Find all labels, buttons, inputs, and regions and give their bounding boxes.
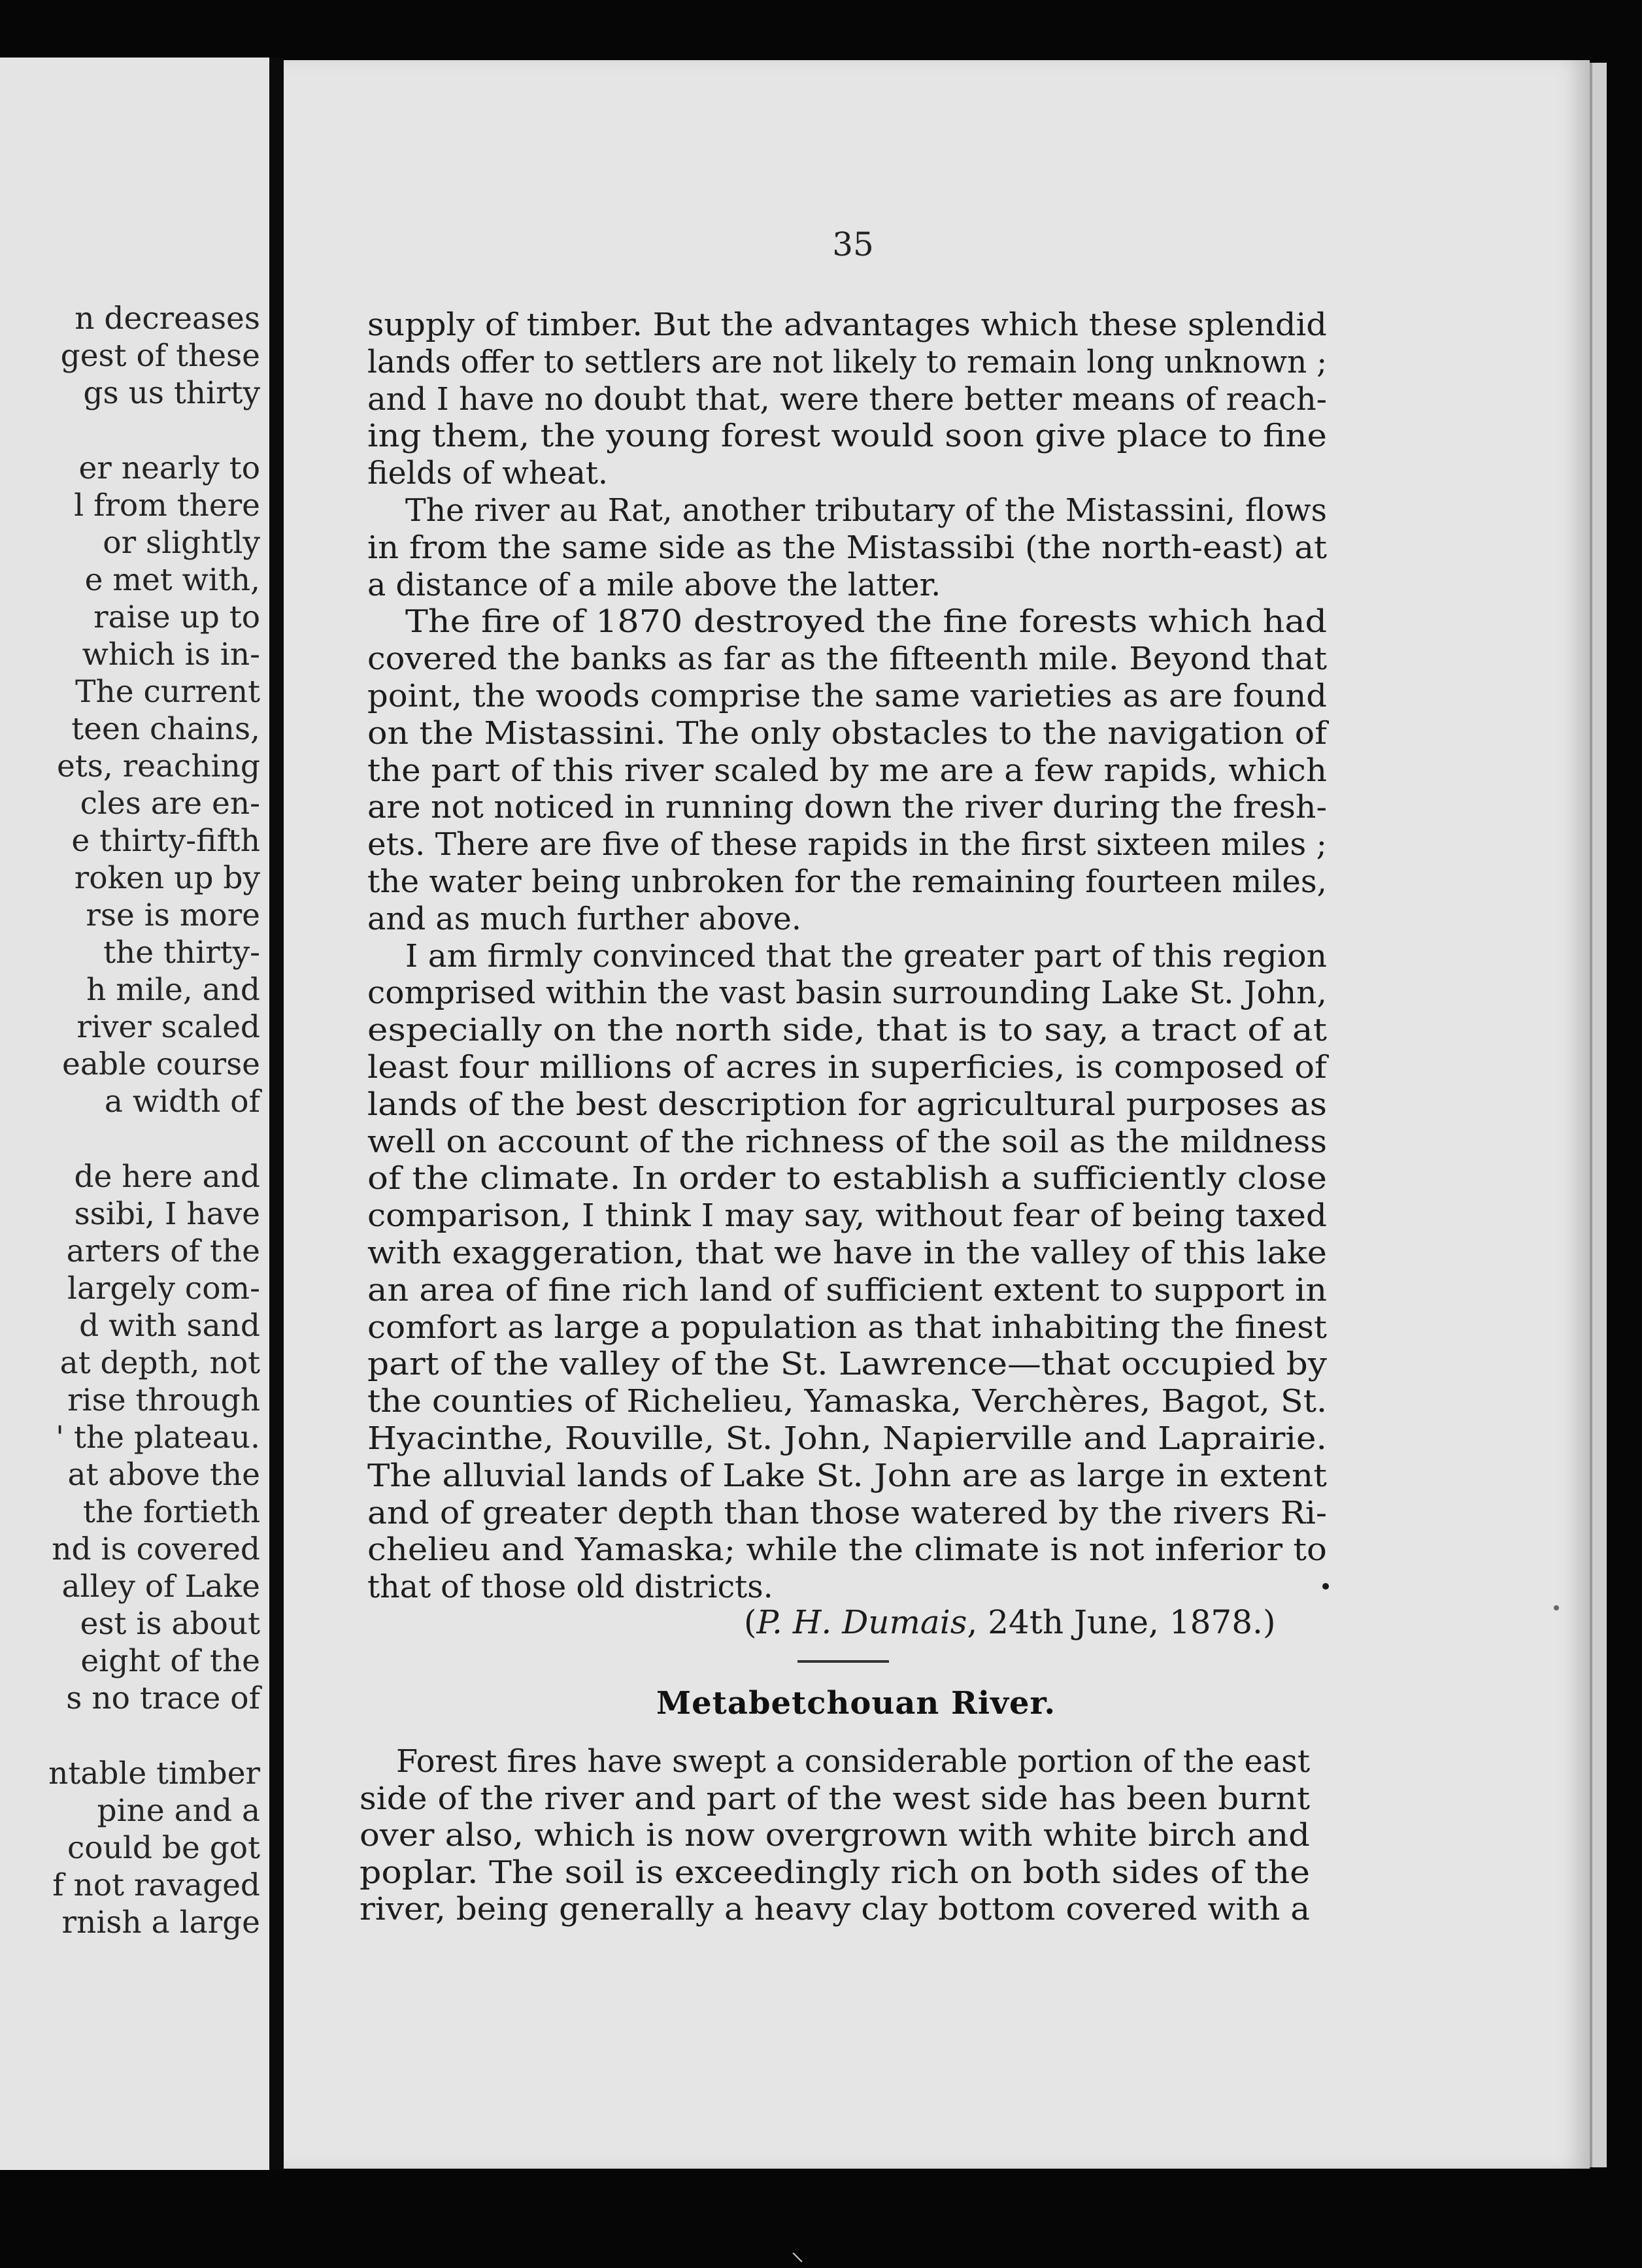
body-line: a distance of a mile above the latter.	[367, 567, 941, 603]
section-heading: Metabetchouan River.	[656, 1685, 1056, 1722]
body-line: I am firmly convinced that the greater part of this region	[405, 938, 1327, 975]
left-page-fragment: ' the plateau.	[56, 1420, 260, 1456]
left-page-fragment: ets, reaching	[57, 748, 260, 784]
scan-mark: ⸜	[791, 2237, 804, 2267]
body-line: comparison, I think I may say, without fear of being taxed	[367, 1198, 1327, 1235]
body-line: ets. There are five of these rapids in the first sixteen miles ;	[367, 827, 1327, 863]
left-page-fragment: er nearly to	[78, 450, 260, 486]
body-line: well on account of the richness of the soil as the mildness	[367, 1124, 1328, 1160]
left-page-fragment: e met with,	[84, 562, 260, 598]
left-page-fragment: d with sand	[79, 1308, 260, 1344]
left-page-fragment: gs us thirty	[83, 375, 260, 411]
body-line: that of those old districts.	[367, 1569, 773, 1606]
left-page-fragment: de here and	[74, 1159, 260, 1195]
left-page-fragment: gest of these	[60, 338, 260, 374]
body-line: in from the same side as the Mistassibi (the north-east) at	[367, 529, 1328, 566]
body-line: an area of fine rich land of sufficient extent to support in	[367, 1272, 1328, 1309]
left-page-fragment: pine and a	[97, 1793, 260, 1829]
left-page-fragment: f not ravaged	[52, 1867, 260, 1903]
left-page-fragment: which is in-	[82, 637, 260, 673]
body-line: especially on the north side, that is to say, a tract of at	[367, 1012, 1327, 1049]
body-line: are not noticed in running down the river during the fresh-	[367, 790, 1328, 826]
left-page-fragment: ntable timber	[48, 1756, 260, 1792]
left-page-fragment: or slightly	[103, 525, 260, 561]
body-line: ing them, the young forest would soon give place to fine	[367, 418, 1327, 455]
left-page-fragment: rnish a large	[61, 1905, 260, 1941]
left-page-fragment: largely com-	[67, 1271, 260, 1307]
body-line: with exaggeration, that we have in the valley of this lake	[367, 1235, 1327, 1271]
signature-open: (	[744, 1603, 757, 1641]
section-divider	[797, 1660, 889, 1663]
section-line: river, being generally a heavy clay bottom covered with a	[360, 1892, 1311, 1927]
left-page-fragment: a width of	[104, 1084, 260, 1120]
left-page-fragment: est is about	[80, 1606, 260, 1642]
left-page-fragment: cles are en-	[80, 786, 260, 822]
left-page-fragment: raise up to	[93, 599, 260, 635]
signature-line	[744, 1603, 1275, 1641]
body-line: supply of timber. But the advantages which these splendid	[367, 307, 1327, 343]
left-page	[0, 58, 269, 2170]
left-page-fragment: h mile, and	[86, 972, 260, 1008]
left-page-fragment: at depth, not	[59, 1345, 260, 1381]
body-line: the part of this river scaled by me are a few rapids, which	[367, 752, 1327, 789]
body-line: on the Mistassini. The only obstacles to the navigation of	[367, 715, 1327, 752]
body-line: covered the banks as far as the fifteenth mile. Beyond that	[367, 641, 1328, 678]
body-line: comprised within the vast basin surrounding Lake St. John,	[367, 975, 1327, 1012]
body-line: The fire of 1870 destroyed the fine forests which had	[405, 604, 1328, 641]
body-line: lands of the best description for agricultural purposes as	[367, 1086, 1327, 1123]
body-line: Hyacinthe, Rouville, St. John, Napierville and Laprairie.	[367, 1421, 1327, 1457]
left-page-fragment: the fortieth	[83, 1494, 260, 1530]
page-number: 35	[832, 225, 874, 263]
body-line: and as much further above.	[367, 901, 801, 937]
left-page-fragment: at above the	[67, 1457, 260, 1493]
page-edge	[1590, 63, 1607, 2167]
left-page-fragment: arters of the	[66, 1233, 260, 1269]
left-page-fragment: river scaled	[76, 1009, 260, 1045]
signature-date: , 24th June, 1878.)	[967, 1603, 1276, 1641]
book-gutter	[269, 58, 284, 2170]
left-page-fragment: alley of Lake	[61, 1569, 260, 1605]
speck-mark	[1554, 1605, 1559, 1610]
left-page-fragment: could be got	[67, 1830, 260, 1866]
left-page-fragment: l from there	[74, 488, 260, 524]
left-page-fragment: eight of the	[80, 1643, 260, 1679]
left-page-fragment: The current	[75, 674, 260, 710]
section-line: side of the river and part of the west side has been burnt	[360, 1780, 1311, 1817]
body-line: The river au Rat, another tributary of the Mistassini, flows	[405, 493, 1327, 529]
body-line: lands offer to settlers are not likely to remain long unknown ;	[367, 344, 1328, 380]
left-page-fragment: eable course	[62, 1046, 260, 1082]
signature-name: P. H. Dumais	[756, 1603, 967, 1641]
left-page-fragment: ssibi, I have	[74, 1196, 260, 1232]
body-line: fields of wheat.	[367, 456, 609, 492]
left-page-fragment: nd is covered	[52, 1531, 260, 1567]
body-line: the water being unbroken for the remaining fourteen miles,	[367, 864, 1328, 900]
left-page-fragment: n decreases	[75, 301, 260, 337]
body-line: part of the valley of the St. Lawrence—that occupied by	[367, 1346, 1328, 1383]
left-page-fragment: roken up by	[74, 860, 260, 896]
body-line: comfort as large a population as that inhabiting the finest	[367, 1309, 1327, 1346]
body-line: The alluvial lands of Lake St. John are as large in extent	[367, 1458, 1327, 1494]
section-line: Forest fires have swept a considerable portion of the east	[396, 1744, 1311, 1780]
speck-mark	[1322, 1583, 1329, 1590]
left-page-fragment: rise through	[67, 1382, 260, 1418]
body-line: and I have no doubt that, were there better means of reach-	[367, 381, 1328, 418]
left-page-fragment: s no trace of	[66, 1680, 260, 1716]
section-line: over also, which is now overgrown with white birch and	[360, 1818, 1310, 1854]
left-page-fragment: rse is more	[86, 897, 260, 933]
left-page-fragment: the thirty-	[103, 935, 260, 971]
body-line: of the climate. In order to establish a sufficiently close	[367, 1161, 1327, 1197]
body-line: and of greater depth than those watered by the rivers Ri-	[367, 1495, 1328, 1531]
left-page-fragment: teen chains,	[71, 711, 260, 747]
body-line: chelieu and Yamaska; while the climate is not inferior to	[367, 1532, 1327, 1569]
section-line: poplar. The soil is exceedingly rich on both sides of the	[360, 1854, 1310, 1891]
left-page-fragment: e thirty-fifth	[71, 823, 260, 859]
body-line: the counties of Richelieu, Yamaska, Verchères, Bagot, St.	[367, 1384, 1328, 1420]
body-line: point, the woods comprise the same varieties as are found	[367, 678, 1328, 714]
body-line: least four millions of acres in superficies, is composed of	[367, 1050, 1327, 1086]
